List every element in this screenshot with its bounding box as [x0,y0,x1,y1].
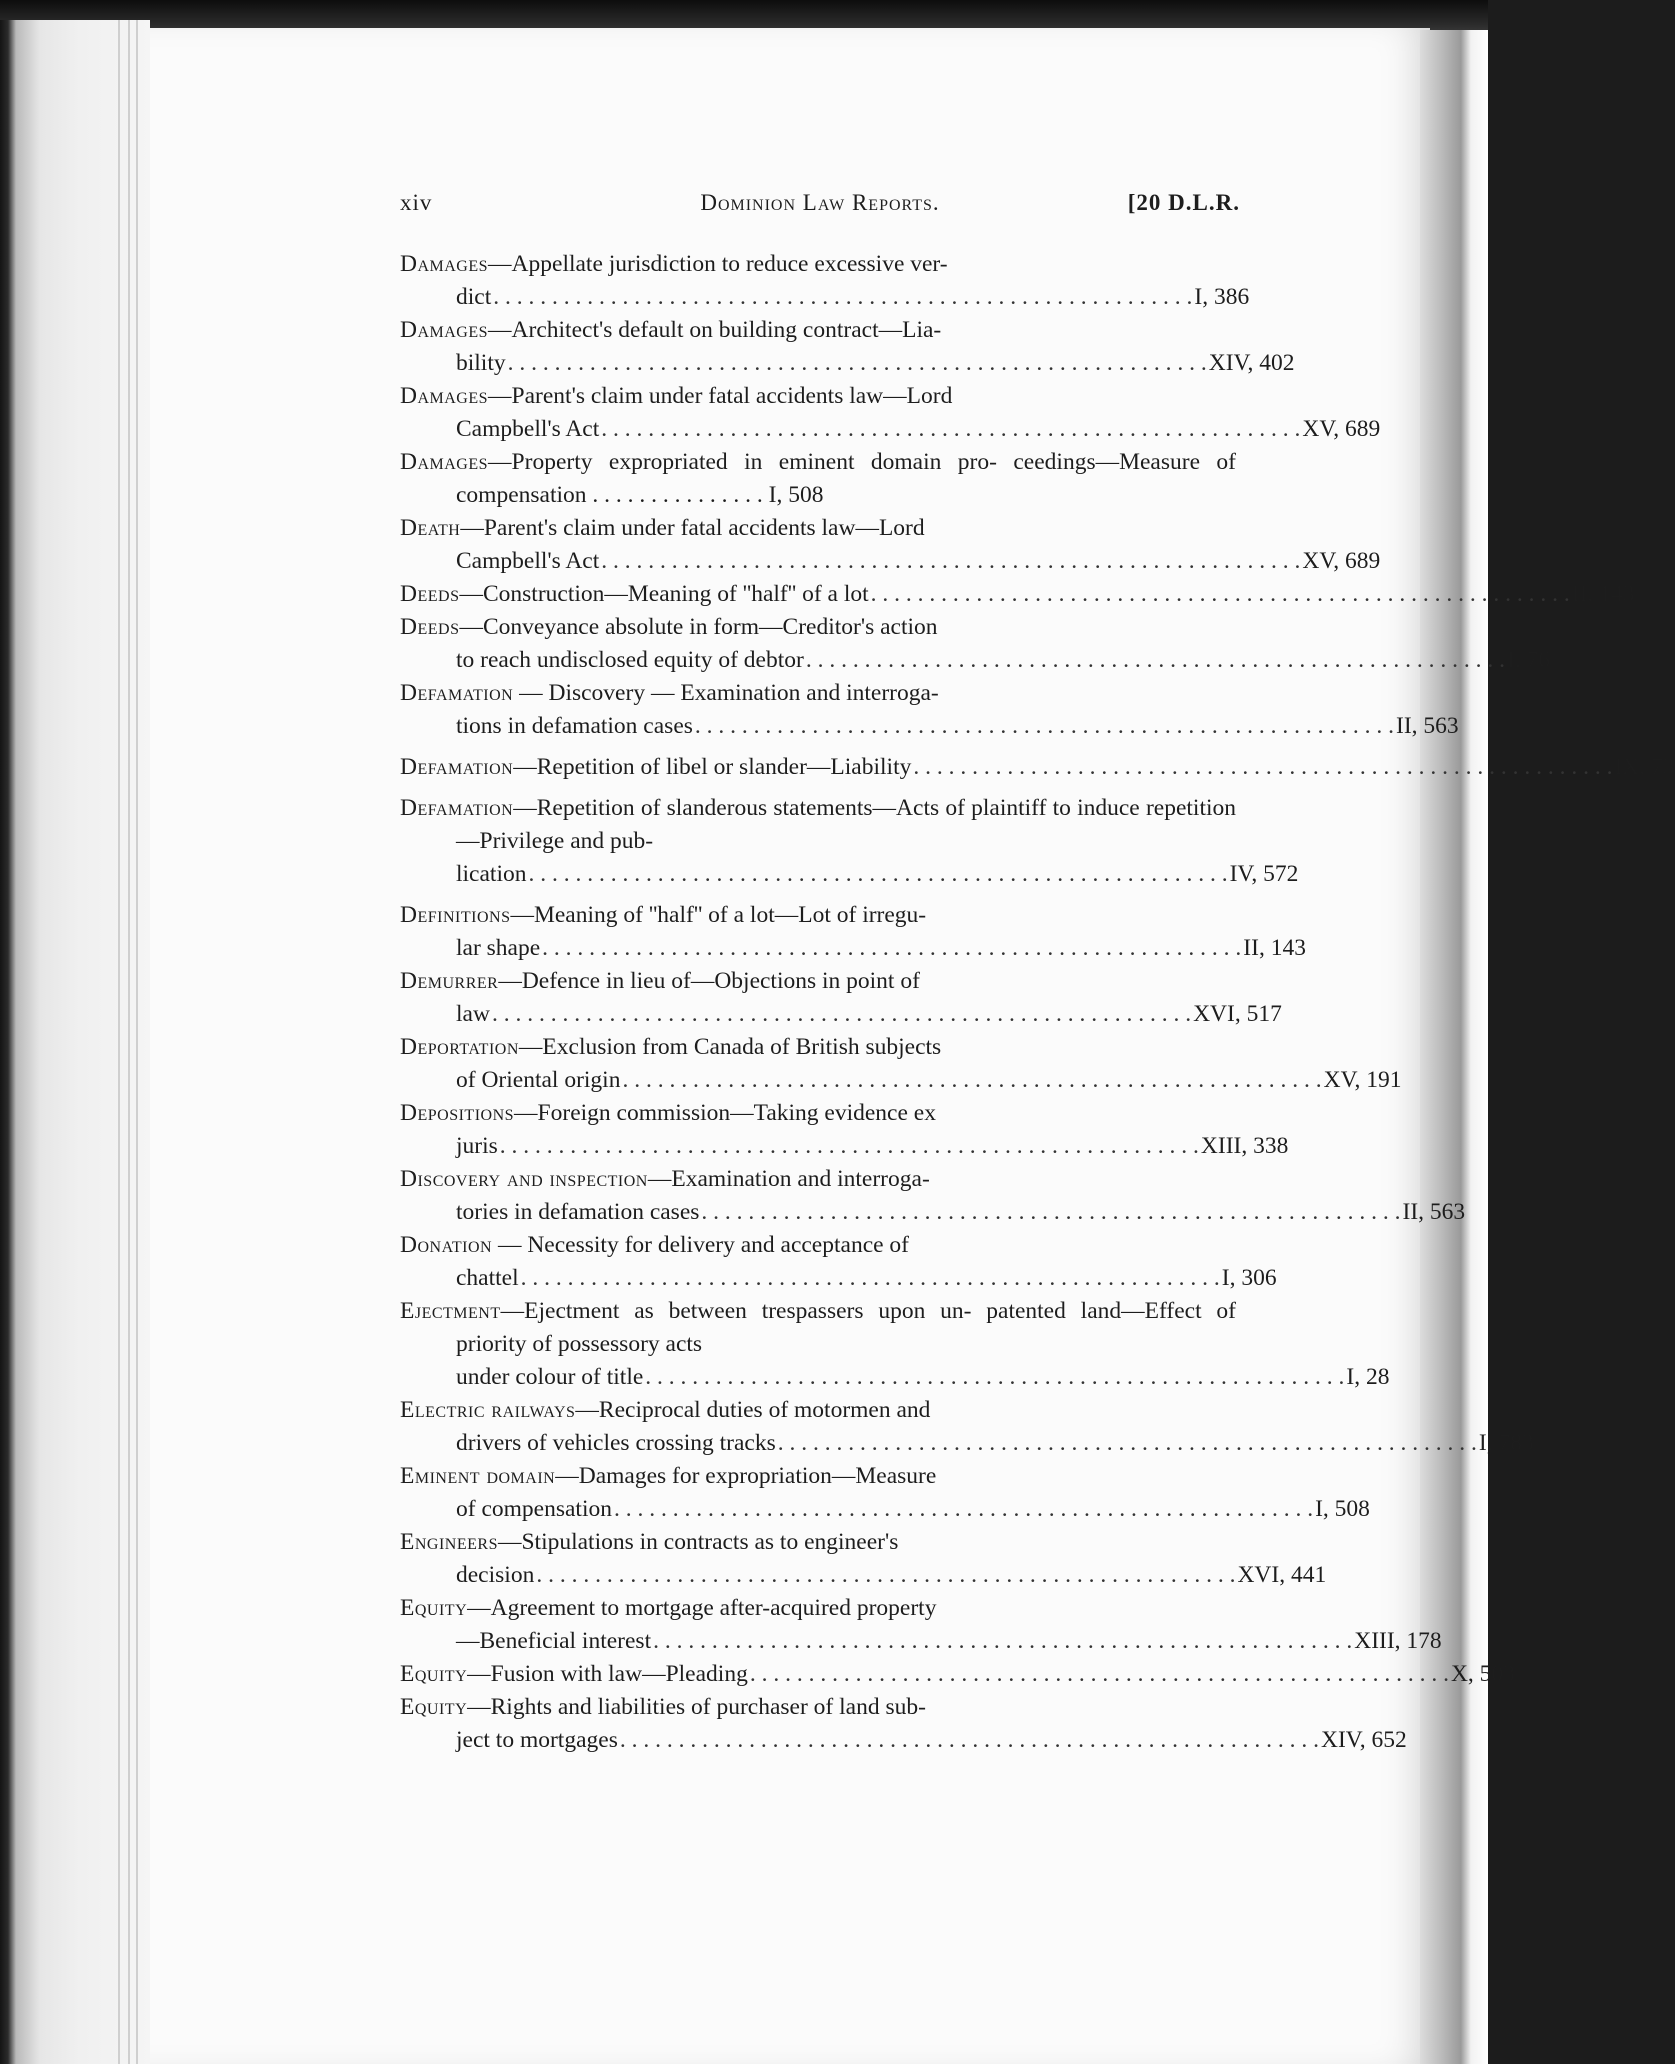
citation: X, 503 [1450,1661,1515,1687]
dot-leader: . . . . . . . . . . . . . . . . . . . . . . . . . . . . . . . . . . . . . . . . . . . . . . . . . . . . . . . . . . . . [645,1364,1345,1390]
entry-description: —Ejectment as between trespassers upon un- patented land—Effect of priority of possessory acts [456,1298,1236,1357]
citation: I, 28 [1346,1364,1390,1390]
dot-leader: . . . . . . . . . . . . . . . . . . . . . . . . . . . . . . . . . . . . . . . . . . . . . . . . . . . . . . . . . . . . [499,1133,1199,1159]
entry-description: —Parent's claim under fatal accidents law—Lord [488,383,953,409]
index-entry [400,512,1381,578]
entry-tail-text: tories in defamation cases [456,1199,700,1225]
entry-description: — Discovery — Examination and interroga- [513,680,939,706]
entry-description: —Stipulations in contracts as to engineer's [497,1529,899,1555]
citation: XIV, 402 [1208,350,1295,376]
entry-text [400,1229,1236,1262]
entry-text [400,314,1236,347]
entry-tail-text: bility [456,350,506,376]
dot-leader: . . . . . . . . . . . . . . . . . . . . . . . . . . . . . . . . . . . . . . . . . . . . . . . . . . . . . . . . . . . . [619,1727,1319,1753]
citation: XIV, 652 [1320,1727,1407,1753]
entry-tail-text: chattel [456,1265,519,1291]
entry-text [400,792,1236,858]
entry-tail-text: of Oriental origin [456,1067,621,1093]
entry-final-line [456,1625,1442,1658]
entry-final-line [456,545,1381,578]
entry-heading: Equity [400,1595,468,1621]
entry-description: —Appellate jurisdiction to reduce excessive ver- [488,251,948,277]
dot-leader: . . . . . . . . . . . . . . . . . . . . . . . . . . . . . . . . . . . . . . . . . . . . . . . . . . . . . . . . . . . . [749,1661,1449,1687]
entry-final-line [456,1559,1327,1592]
dot-leader: . . . . . . . . . . . . . . . . . . . . . . . . . . . . . . . . . . . . . . . . . . . . . . . . . . . . . . . . . . . . [491,1001,1192,1027]
entry-heading: Defamation [400,795,514,821]
citation: XV, 689 [1302,416,1381,442]
index-entry [400,1460,1370,1526]
entry-heading: Discovery and inspection [400,1166,648,1192]
entry-heading: Defamation [400,754,514,780]
citation: XIII, 178 [1354,1628,1442,1654]
entry-description: —Exclusion from Canada of British subjects [518,1034,942,1060]
dot-leader: . . . . . . . . . . . . . . . . . . . . . . . . . . . . . . . . . . . . . . . . . . . . . . . . . . . . . . . . . . . . [493,284,1193,310]
entry-text [400,1691,1236,1724]
entry-description: —Defence in lieu of—Objections in point of [498,968,920,994]
citation: XVI, 441 [1237,1562,1327,1588]
entry-tail-text: drivers of vehicles crossing tracks [456,1430,776,1456]
page-number: xiv [400,190,433,215]
running-title: Dominion Law Reports. [700,190,940,215]
index-entry [400,792,1299,891]
citation: II, 563 [1402,1199,1466,1225]
entry-description: —Examination and interroga- [647,1166,930,1192]
entry-description: —Property expropriated in eminent domain pro- ceedings—Measure of compensation [456,449,1236,508]
index-entry [400,1394,1534,1460]
index-entry [400,1229,1277,1295]
entry-description: —Rights and liabilities of purchaser of land sub- [467,1694,926,1720]
entry-text [400,899,1236,932]
dot-leader: . . . . . . . . . . . . . . . . . . . . . . . . . . . . . . . . . . . . . . . . . . . . . . . . . . . . . . . . . . . . [536,1562,1236,1588]
entry-heading: Ejectment [400,1298,501,1324]
entry-final-line [456,932,1306,965]
entry-description: —Parent's claim under fatal accidents law—Lord [460,515,925,541]
entry-final-line [456,1064,1402,1097]
entry-text [400,1394,1236,1427]
entry-heading: Depositions [400,1100,515,1126]
entry-heading: Donation [400,1232,493,1258]
entry-description: —Conveyance absolute in form—Creditor's action [459,614,938,640]
entry-description: — Necessity for delivery and acceptance of [492,1232,910,1258]
entry-description: —Agreement to mortgage after-acquired property [467,1595,937,1621]
dot-leader: . . . . . . . . . . . . . . . . . . . . . . . . . . . . . . . . . . . . . . . . . . . . . . . . . . . . . . . . . . . . [613,1496,1314,1522]
index-entry [400,248,1250,314]
citation: I, 508 [768,482,824,508]
index-entry [400,1163,1466,1229]
entry-heading: Damages [400,251,489,277]
dot-leader: . . . . . . . . . . . . . . . . . . . . . . . . . . . . . . . . . . . . . . . . . . . . . . . . . . . . . . . . . . . . [601,416,1301,442]
index-entry [400,1295,1390,1394]
index-entry [400,1592,1442,1658]
index-entry [400,1658,1515,1691]
citation: I, 386 [1194,284,1250,310]
binding-line [128,20,130,2064]
volume-reference: [20 D.L.R. [1127,190,1240,215]
entry-text [400,1295,1236,1361]
dot-leader: . . . . . . . . . . . . . . . . . . . . . . . . . . . . . . . . . . . . . . . . . . . . . . . . . . . . . . . . . . . . [777,1430,1477,1456]
entry-text [400,1163,1236,1196]
entry-final-line [400,1658,1515,1691]
index-entry [400,314,1295,380]
entry-final-line [456,1130,1289,1163]
index-entry [400,677,1459,743]
entry-heading: Equity [400,1661,468,1687]
entry-text [400,1526,1236,1559]
index-entry [400,899,1306,965]
entry-tail-text: under colour of title [456,1364,644,1390]
entry-tail-text: lar shape [456,935,541,961]
entry-final-line [456,281,1250,314]
index-entry [400,380,1381,446]
entry-tail-text: of compensation [456,1496,612,1522]
entry-description: —Meaning of ''half'' of a lot—Lot of irregu- [510,902,927,928]
binding-line [118,20,120,2064]
entry-final-line [456,413,1381,446]
entry-tail-text: juris [456,1133,498,1159]
entry-heading: Damages [400,317,489,343]
entry-tail-text: lication [456,861,527,887]
entry-heading: Engineers [400,1529,498,1555]
entry-description: —Reciprocal duties of motormen and [575,1397,931,1423]
entry-heading: Eminent domain [400,1463,556,1489]
dot-leader: . . . . . . . . . . . . . . . [586,482,769,508]
citation: I, 508 [1315,1496,1370,1522]
entry-description: —Architect's default on building contract—Lia- [488,317,942,343]
index-entry [400,965,1282,1031]
index-entry [400,611,1551,677]
entry-final-line [400,578,1635,611]
entry-tail-text: Campbell's Act [456,548,600,574]
entry-tail-text: —Construction—Meaning of ''half'' of a lot [459,581,869,607]
entry-tail-text: —Beneficial interest [456,1628,652,1654]
entry-text [400,380,1236,413]
entry-final-line [456,1361,1390,1394]
dot-leader: . . . . . . . . . . . . . . . . . . . . . . . . . . . . . . . . . . . . . . . . . . . . . . . . . . . . . . . . . . . . [805,647,1505,673]
entry-heading: Damages [400,383,489,409]
entry-heading: Deeds [400,581,460,607]
index-entry [400,578,1635,611]
entry-text [400,1097,1236,1130]
entry-tail-text: decision [456,1562,535,1588]
entry-final-line [456,710,1459,743]
entry-text [400,965,1236,998]
dot-leader: . . . . . . . . . . . . . . . . . . . . . . . . . . . . . . . . . . . . . . . . . . . . . . . . . . . . . . . . . . . . [542,935,1242,961]
entry-text [400,512,1236,545]
entry-final-line [456,1724,1407,1757]
citation: XIII, 338 [1200,1133,1289,1159]
entry-description: —Repetition of slanderous statements—Acts of plaintiff to induce repetition—Privilege and pub- [456,795,1236,854]
citation: XV, 689 [1302,548,1381,574]
index-entry [400,1097,1289,1163]
entry-text [400,446,1236,512]
dot-leader: . . . . . . . . . . . . . . . . . . . . . . . . . . . . . . . . . . . . . . . . . . . . . . . . . . . . . . . . . . . . [520,1265,1220,1291]
binding-line [136,20,138,2064]
index-entry [400,751,1675,784]
citation: XV, 191 [1323,1067,1402,1093]
entry-heading: Death [400,515,461,541]
index-entry [400,446,1236,512]
citation: IX, 73 [1614,754,1675,780]
citation: II, 143 [1571,581,1635,607]
citation: I, 306 [1221,1265,1277,1291]
dot-leader: . . . . . . . . . . . . . . . . . . . . . . . . . . . . . . . . . . . . . . . . . . . . . . . . . . . . . . . . . . . . [528,861,1228,887]
entry-heading: Electric railways [400,1397,576,1423]
index-entry [400,1031,1402,1097]
index-entry [400,1526,1327,1592]
entry-tail-text: law [456,1001,490,1027]
entry-final-line [456,1493,1370,1526]
entry-text [400,1031,1236,1064]
dot-leader: . . . . . . . . . . . . . . . . . . . . . . . . . . . . . . . . . . . . . . . . . . . . . . . . . . . . . . . . . . . . [653,1628,1353,1654]
entry-tail-text: ject to mortgages [456,1727,618,1753]
dot-leader: . . . . . . . . . . . . . . . . . . . . . . . . . . . . . . . . . . . . . . . . . . . . . . . . . . . . . . . . . . . . [507,350,1207,376]
entry-heading: Deportation [400,1034,519,1060]
entry-text [400,1460,1236,1493]
dot-leader: . . . . . . . . . . . . . . . . . . . . . . . . . . . . . . . . . . . . . . . . . . . . . . . . . . . . . . . . . . . . [694,713,1395,739]
entry-final-line [456,347,1295,380]
entry-final-line [456,1427,1534,1460]
dot-leader: . . . . . . . . . . . . . . . . . . . . . . . . . . . . . . . . . . . . . . . . . . . . . . . . . . . . . . . . . . . . [913,754,1613,780]
index-entry [400,1691,1407,1757]
entry-final-line [456,644,1551,677]
entry-tail-text: to reach undisclosed equity of debtor [456,647,804,673]
citation: II, 143 [1243,935,1306,961]
entry-tail-text: —Repetition of libel or slander—Liability [513,754,912,780]
dot-leader: . . . . . . . . . . . . . . . . . . . . . . . . . . . . . . . . . . . . . . . . . . . . . . . . . . . . . . . . . . . . [622,1067,1322,1093]
citation: I, 76 [1506,647,1551,673]
entry-heading: Deeds [400,614,460,640]
entry-description: —Damages for expropriation—Measure [555,1463,937,1489]
binding-edge [0,20,150,2064]
entry-heading: Damages [400,449,489,475]
entry-text [400,1592,1236,1625]
entry-text [400,611,1236,644]
entry-heading: Definitions [400,902,511,928]
citation: XVI, 517 [1193,1001,1282,1027]
entry-heading: Defamation [400,680,514,706]
citation: II, 563 [1396,713,1459,739]
entry-final-line [456,1262,1277,1295]
citation: IV, 572 [1229,861,1299,887]
entry-heading: Equity [400,1694,468,1720]
dot-leader: . . . . . . . . . . . . . . . . . . . . . . . . . . . . . . . . . . . . . . . . . . . . . . . . . . . . . . . . . . . . [870,581,1570,607]
citation: I, 783 [1478,1430,1534,1456]
entry-text [400,677,1236,710]
entry-final-line [456,998,1282,1031]
dot-leader: . . . . . . . . . . . . . . . . . . . . . . . . . . . . . . . . . . . . . . . . . . . . . . . . . . . . . . . . . . . . [601,548,1301,574]
running-header [400,190,1240,224]
dot-leader: . . . . . . . . . . . . . . . . . . . . . . . . . . . . . . . . . . . . . . . . . . . . . . . . . . . . . . . . . . . . [701,1199,1401,1225]
page-fore-edge [1420,30,1488,2064]
entry-tail-text: Campbell's Act [456,416,600,442]
entry-tail-text: tions in defamation cases [456,713,693,739]
entry-final-line [456,1196,1466,1229]
entry-heading: Demurrer [400,968,499,994]
entry-text [400,248,1236,281]
entry-tail-text: —Fusion with law—Pleading [467,1661,748,1687]
entry-tail-text: dict [456,284,492,310]
entry-description: —Foreign commission—Taking evidence ex [514,1100,936,1126]
entry-final-line [456,858,1299,891]
entry-final-line [400,751,1675,784]
index-entries [400,248,1675,1757]
